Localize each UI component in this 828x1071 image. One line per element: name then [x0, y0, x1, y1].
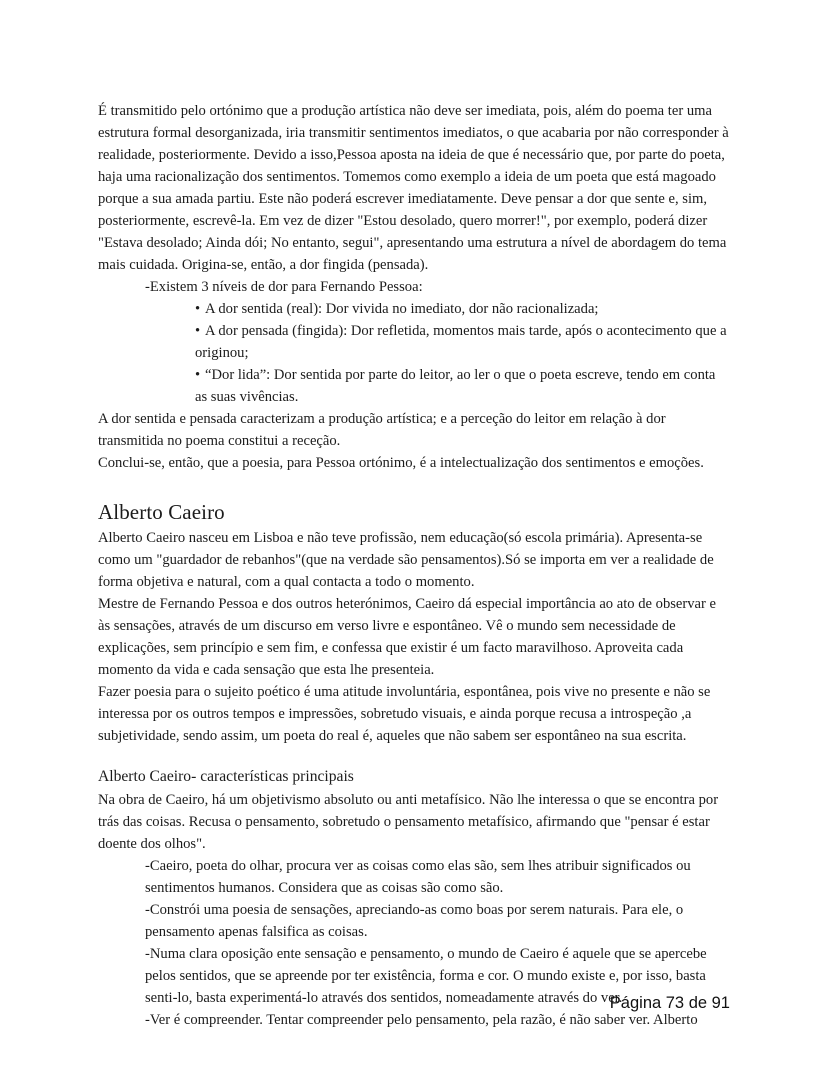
paragraph-caeiro-fazer-poesia: Fazer poesia para o sujeito poético é uma atitude involuntária, espontânea, pois vive no presente e não se interessa por os outros tempos e impressões, sobretudo visuais, e ainda porque recusa a introspeção ,a subjetividade, sendo assim, um poeta do real é, aqueles que não sabem ser espontâneo na sua escrita. — [98, 684, 711, 744]
bullet-item-text: “Dor lida”: Dor sentida por parte do leitor, ao ler o que o poeta escreve, tendo em conta as suas vivências. — [195, 367, 716, 405]
bullet-item-text: A dor pensada (fingida): Dor refletida, momentos mais tarde, após o acontecimento que a originou; — [195, 323, 727, 361]
paragraph-caeiro-mestre: Mestre de Fernando Pessoa e dos outros heterónimos, Caeiro dá especial importância ao ato de observar e às sensações, através de um discurso em verso livre e espontâneo. Vê o mundo sem necessidade de explicações, sem princípio e sem fim, e confessa que existir é um facto maravilhoso. Aproveita cada momento da vida e cada sensação que esta lhe presenteia. — [98, 596, 717, 678]
section-spacer — [98, 747, 731, 765]
paragraph-obra-caeiro: Na obra de Caeiro, há um objetivismo absoluto ou anti metafísico. Não lhe interessa o que se encontra por trás das coisas. Recusa o pensamento, sobretudo o pensamento metafísico, afirmando que "pensar é estar doente dos olhos". — [98, 792, 719, 852]
dash-item-ver-compreender: -Ver é compreender. Tentar compreender pelo pensamento, pela razão, é não saber ver. Alberto — [145, 1012, 698, 1028]
heading-alberto-caeiro: Alberto Caeiro — [98, 500, 225, 524]
paragraph-transmitido: É transmitido pelo ortónimo que a produção artística não deve ser imediata, pois, além do poema ter uma estrutura formal desorganizada, iria transmitir sentimentos imediatos, o que acabaria por não corresponder à realidade, posteriormente. Devido a isso,Pessoa aposta na ideia de que é necessário que, por parte do poeta, haja uma racionalização dos sentimentos. Tomemos como exemplo a ideia de um poeta que está magoado porque a sua amada partiu. Este não poderá escrever imediatamente. Deve pensar a dor que sente e, sim, posteriormente, escrevê-la. Em vez de dizer "Estou desolado, quero morrer!", por exemplo, poderá dizer "Estava desolado; Ainda dói; No entanto, segui", apresentando uma estrutura a nível de abordagem do tema mais cuidada. Origina-se, então, a dor fingida (pensada). — [98, 103, 729, 273]
section-spacer — [98, 474, 731, 497]
page-content — [98, 100, 731, 1031]
bullet-glyph-icon: • — [195, 323, 201, 339]
dash-item-constroi-poesia: -Constrói uma poesia de sensações, apreciando-as como boas por serem naturais. Para ele, o pensamento apenas falsifica as coisas. — [145, 902, 684, 940]
paragraph-conclui-se: Conclui-se, então, que a poesia, para Pessoa ortónimo, é a intelectualização dos sentimentos e emoções. — [98, 455, 704, 471]
paragraph-dor-sentida-pensada: A dor sentida e pensada caracterizam a produção artística; e a perceção do leitor em relação à dor transmitida no poema constitui a receção. — [98, 411, 666, 449]
dash-item-oposicao-sensacao: -Numa clara oposição ente sensação e pensamento, o mundo de Caeiro é aquele que se apercebe pelos sentidos, que se apreende por ter existência, forma e cor. O mundo existe e, por isso, basta senti-lo, basta experimentá-lo através dos sentidos, nomeadamente através do ver. — [145, 946, 707, 1006]
paragraph-caeiro-nasceu: Alberto Caeiro nasceu em Lisboa e não teve profissão, nem educação(só escola primária). Apresenta-se como um "guardador de rebanhos"(que na verdade são pensamentos).Só se importa em ver a realidade de forma objetiva e natural, com a qual contacta a todo o momento. — [98, 530, 714, 590]
dash-item-poeta-do-olhar: -Caeiro, poeta do olhar, procura ver as coisas como elas são, sem lhes atribuir significados ou sentimentos humanos. Considera que as coisas são como são. — [145, 858, 691, 896]
dash-item-niveis-dor: -Existem 3 níveis de dor para Fernando Pessoa: — [145, 279, 423, 295]
bullet-item — [98, 364, 731, 408]
bullet-item — [98, 298, 731, 320]
heading-caracteristicas-principais: Alberto Caeiro- características principais — [98, 768, 354, 785]
bullet-item-text: A dor sentida (real): Dor vivida no imediato, dor não racionalizada; — [205, 301, 599, 317]
page-footer-label: Página 73 de 91 — [609, 994, 730, 1012]
bullet-glyph-icon: • — [195, 367, 201, 383]
bullet-glyph-icon: • — [195, 301, 201, 317]
bullet-item — [98, 320, 731, 364]
